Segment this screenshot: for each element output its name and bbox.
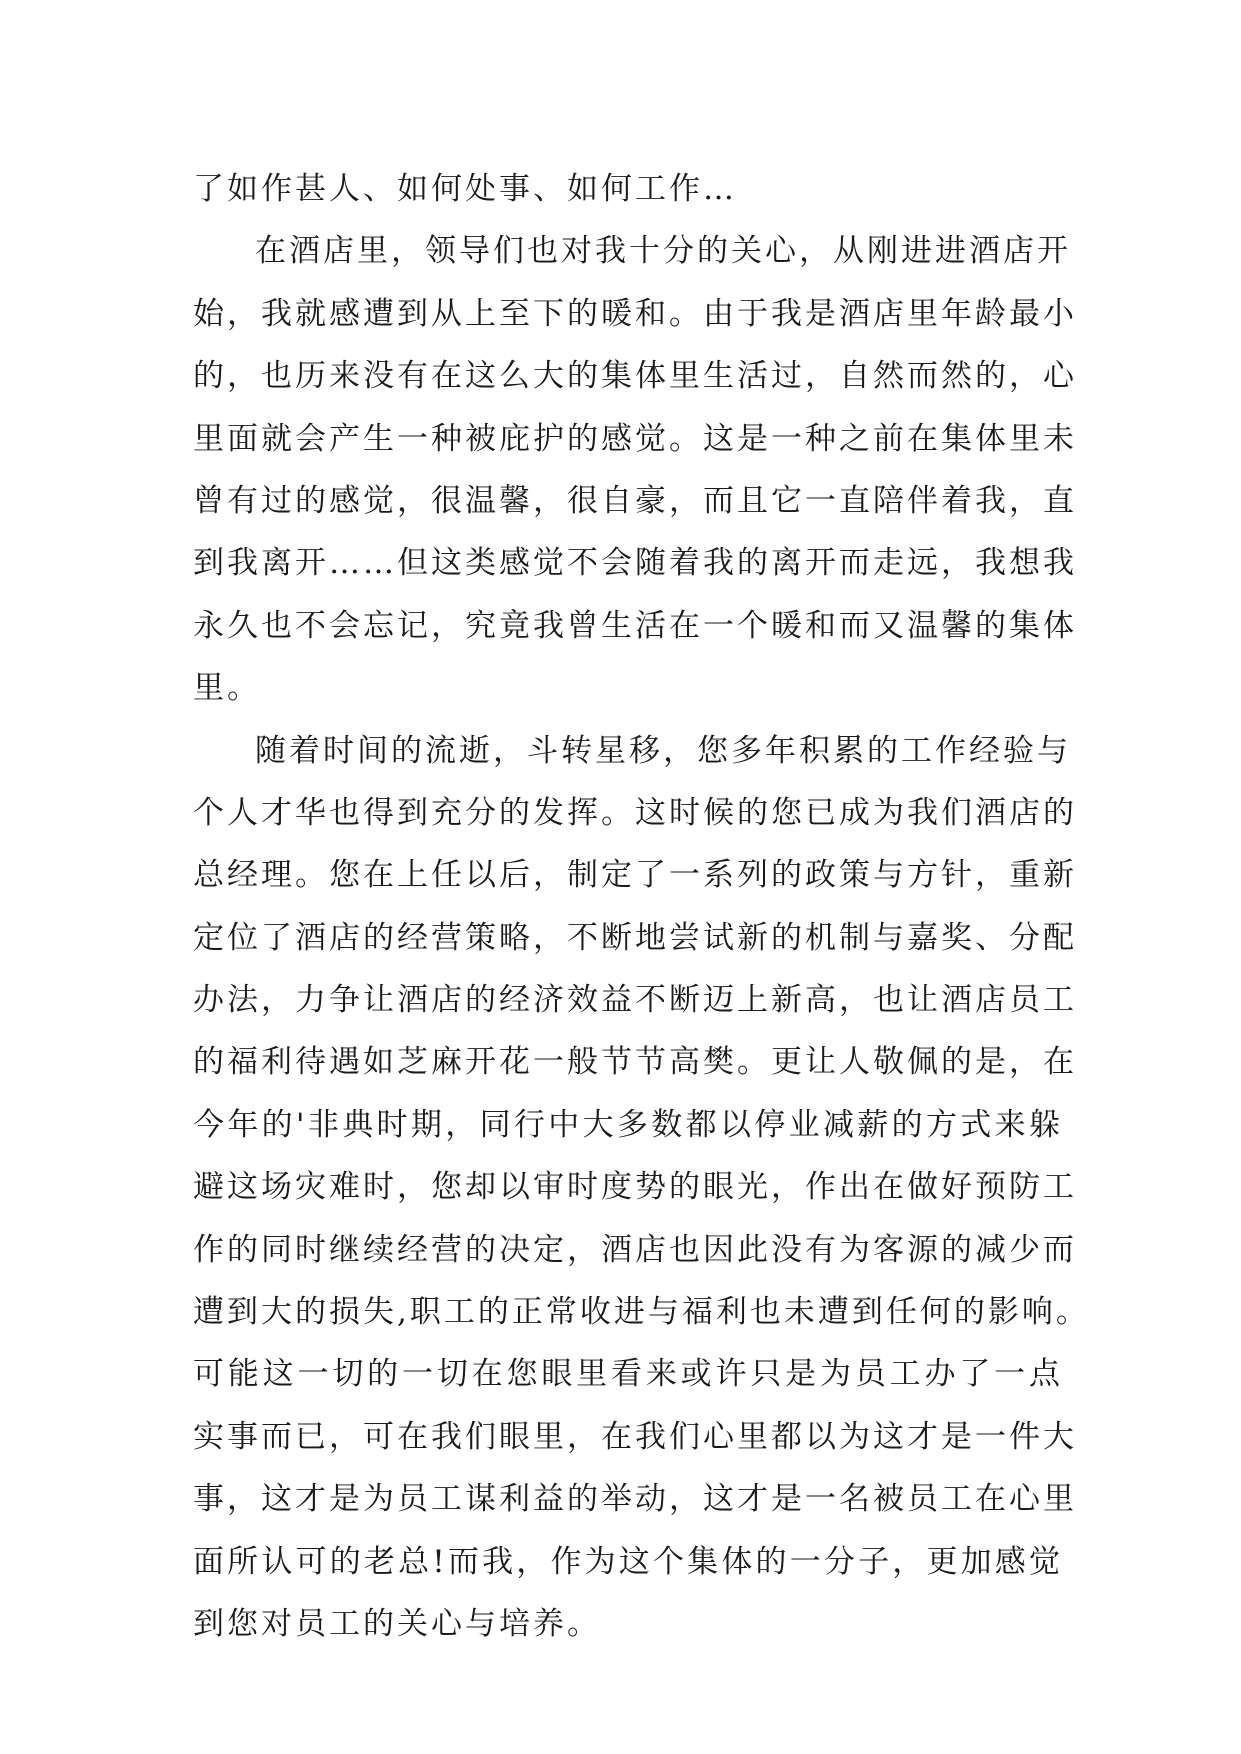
text-line: 遭到大的损失,职工的正常收进与福利也未遭到任何的影响。 <box>193 1294 1090 1331</box>
text-line: 里面就会产生一种被庇护的感觉。这是一种之前在集体里未 <box>193 420 1077 457</box>
text-line: 永久也不会忘记，究竟我曾生活在一个暖和而又温馨的集体 <box>193 607 1077 644</box>
document-body <box>193 158 1090 1655</box>
paragraph <box>193 220 1077 719</box>
text-line: 实事而已，可在我们眼里，在我们心里都以为这才是一件大 <box>193 1418 1077 1455</box>
text-line: 随着时间的流逝，斗转星移，您多年积累的工作经验与 <box>255 732 1071 769</box>
text-line: 的，也历来没有在这么大的集体里生活过，自然而然的，心 <box>193 358 1077 395</box>
text-line: 总经理。您在上任以后，制定了一系列的政策与方针，重新 <box>193 857 1077 894</box>
text-line: 可能这一切的一切在您眼里看来或许只是为员工办了一点 <box>193 1356 1063 1393</box>
paragraph <box>193 158 1063 220</box>
text-line: 面所认可的老总!而我，作为这个集体的一分子，更加感觉 <box>193 1543 1063 1580</box>
text-line: 到您对员工的关心与培养。 <box>193 1605 601 1642</box>
text-line: 事，这才是为员工谋利益的举动，这才是一名被员工在心里 <box>193 1481 1077 1518</box>
text-line: 办法，力争让酒店的经济效益不断迈上新高，也让酒店员工 <box>193 982 1077 1019</box>
text-line: 今年的'非典时期，同行中大多数都以停业减薪的方式来躲 <box>193 1106 1063 1143</box>
text-line: 了如作甚人、如何处事、如何工作… <box>193 171 737 207</box>
text-line: 在酒店里，领导们也对我十分的关心，从刚进进酒店开 <box>255 233 1071 270</box>
text-line: 到我离开……但这类感觉不会随着我的离开而走远，我想我 <box>193 545 1077 582</box>
paragraph <box>193 720 1090 1656</box>
text-line: 的福利待遇如芝麻开花一般节节高樊。更让人敬佩的是，在 <box>193 1044 1077 1081</box>
text-line: 曾有过的感觉，很温馨，很自豪，而且它一直陪伴着我，直 <box>193 482 1077 519</box>
text-line: 里。 <box>193 670 261 707</box>
text-line: 定位了酒店的经营策略，不断地尝试新的机制与嘉奖、分配 <box>193 919 1077 956</box>
text-line: 作的同时继续经营的决定，酒店也因此没有为客源的减少而 <box>193 1231 1077 1268</box>
text-line: 始，我就感遭到从上至下的暖和。由于我是酒店里年龄最小 <box>193 295 1077 332</box>
text-line: 避这场灾难时，您却以审时度势的眼光，作出在做好预防工 <box>193 1169 1077 1206</box>
text-line: 个人才华也得到充分的发挥。这时候的您已成为我们酒店的 <box>193 794 1077 831</box>
